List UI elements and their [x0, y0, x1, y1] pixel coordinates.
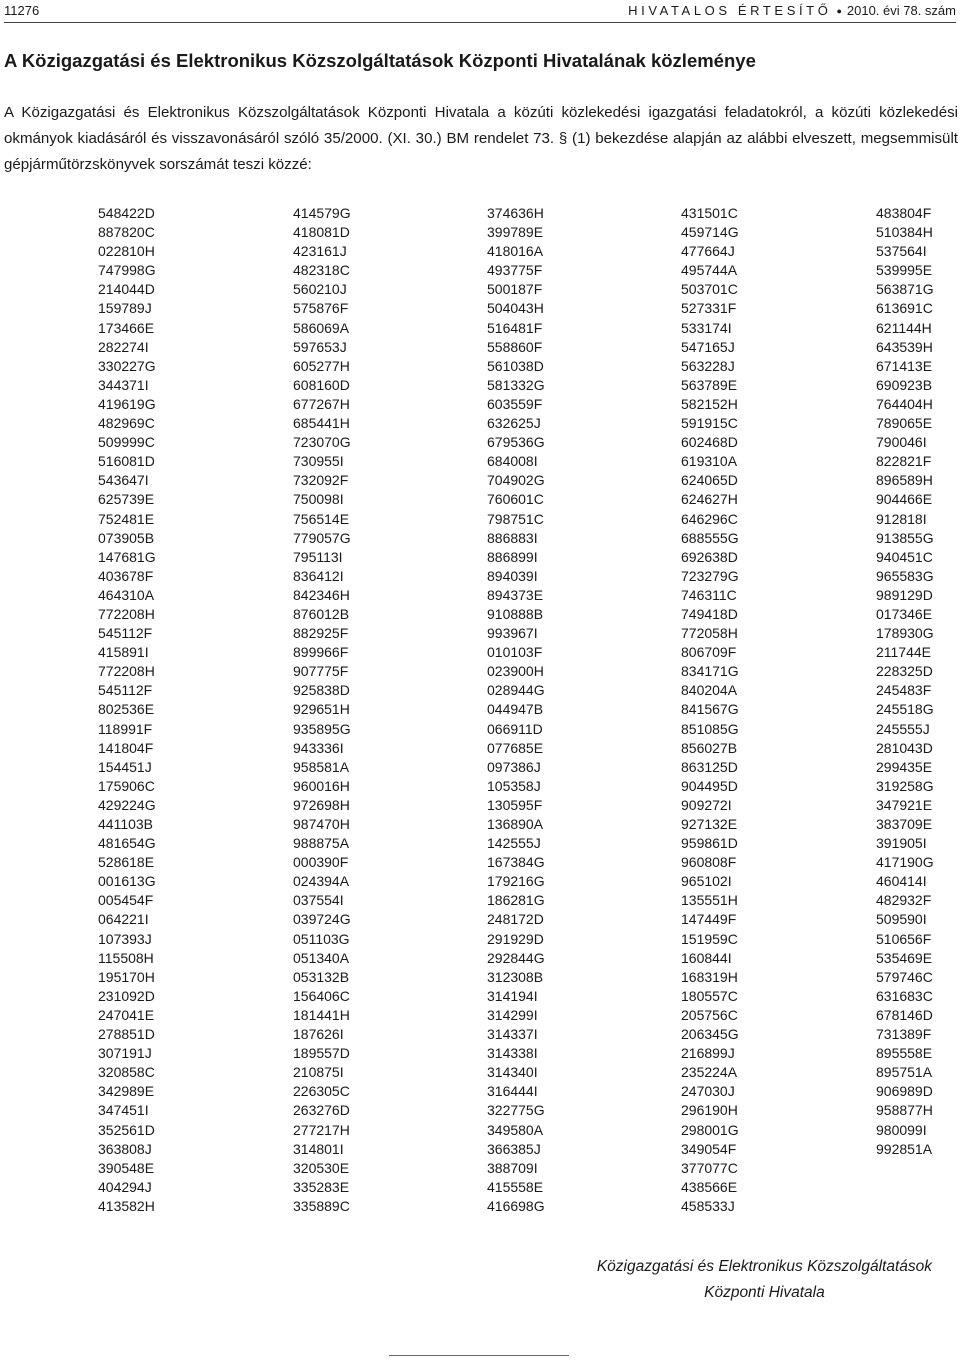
serial-number: 912818I	[876, 510, 927, 527]
serial-number: 415558E	[487, 1178, 544, 1195]
serial-number: 023900H	[487, 663, 544, 680]
journal-info	[628, 3, 956, 18]
serial-number: 179216G	[487, 873, 545, 890]
serial-number: 887820C	[98, 224, 155, 241]
serial-number: 730955I	[293, 453, 344, 470]
serial-number: 383709E	[876, 816, 933, 832]
serial-number: 899966F	[293, 644, 349, 661]
serial-number: 299435E	[876, 758, 933, 775]
serial-number: 563228J	[681, 357, 735, 374]
serial-number: 066911D	[487, 720, 543, 737]
serial-number: 749418D	[681, 605, 738, 622]
serial-number: 281043D	[876, 739, 933, 756]
serial-number: 688555G	[681, 529, 739, 546]
serial-number: 582152H	[681, 395, 738, 412]
serial-number: 441103B	[98, 816, 154, 832]
serial-number: 039724G	[293, 911, 351, 928]
serial-number: 335889C	[293, 1197, 350, 1214]
serial-number: 798751C	[487, 510, 544, 527]
serial-number: 211744E	[876, 644, 932, 661]
serial-column-2	[293, 204, 403, 1216]
serial-number: 388709I	[487, 1159, 538, 1176]
serial-number: 972698H	[293, 796, 350, 813]
serial-number: 010103F	[487, 644, 543, 661]
serial-number: 834171G	[681, 663, 739, 680]
serial-number: 646296C	[681, 510, 738, 527]
serial-number: 685441H	[293, 415, 350, 432]
serial-number: 958581A	[293, 758, 350, 775]
serial-number: 886883I	[487, 529, 538, 546]
serial-number: 723070G	[293, 434, 351, 451]
serial-number: 493775F	[487, 262, 543, 279]
serial-number: 925838D	[293, 682, 350, 699]
serial-number: 417190G	[876, 854, 934, 871]
page-header	[4, 0, 956, 22]
serial-number: 320530E	[293, 1159, 350, 1176]
serial-number: 779057G	[293, 529, 351, 546]
serial-number: 684008I	[487, 453, 538, 470]
serial-number: 625739E	[98, 491, 155, 508]
serial-number: 482318C	[293, 262, 350, 279]
serial-number: 632625J	[487, 415, 541, 432]
serial-number: 516081D	[98, 453, 155, 470]
serial-number: 459714G	[681, 224, 739, 241]
serial-number: 189557D	[293, 1045, 350, 1062]
serial-number: 904495D	[681, 777, 738, 794]
serial-number: 516481F	[487, 319, 543, 336]
serial-number: 563789E	[681, 376, 738, 393]
serial-number: 756514E	[293, 510, 350, 527]
serial-number: 894039I	[487, 567, 538, 584]
serial-number: 319258G	[876, 777, 934, 794]
serial-number: 044947B	[487, 701, 544, 718]
serial-number: 528618E	[98, 854, 155, 871]
serial-number: 895558E	[876, 1045, 933, 1062]
serial-number: 073905B	[98, 529, 155, 546]
serial-number: 175906C	[98, 777, 155, 794]
serial-number: 483804F	[876, 205, 932, 221]
serial-number: 760601C	[487, 491, 544, 508]
serial-number: 404294J	[98, 1178, 152, 1195]
serial-number: 608160D	[293, 376, 350, 393]
serial-number: 151959C	[681, 930, 738, 947]
serial-number: 247030J	[681, 1083, 735, 1100]
serial-number: 231092D	[98, 987, 155, 1004]
serial-number: 510656F	[876, 930, 932, 947]
serial-number: 482932F	[876, 892, 932, 909]
serial-number: 245483F	[876, 682, 932, 699]
serial-number: 895751A	[876, 1064, 933, 1081]
serial-number: 186281G	[487, 892, 545, 909]
serial-number: 563871G	[876, 281, 934, 298]
serial-column-1	[98, 204, 208, 1216]
serial-number: 732092F	[293, 472, 349, 489]
serial-number: 980099I	[876, 1121, 927, 1138]
serial-number: 723279G	[681, 567, 739, 584]
serial-number: 671413E	[876, 357, 933, 374]
serial-number: 624065D	[681, 472, 738, 489]
serial-number: 746311C	[681, 586, 737, 603]
serial-number: 314194I	[487, 987, 538, 1004]
serial-number: 330227G	[98, 357, 156, 374]
serial-column-5	[876, 204, 960, 1159]
serial-number: 363808J	[98, 1140, 152, 1157]
serial-number: 545112F	[98, 682, 153, 699]
serial-column-3	[487, 204, 597, 1216]
serial-number: 247041E	[98, 1006, 155, 1023]
serial-number: 298001G	[681, 1121, 739, 1138]
serial-number: 535469E	[876, 949, 933, 966]
serial-number: 909272I	[681, 796, 732, 813]
serial-number: 118991F	[98, 720, 153, 737]
serial-number: 943336I	[293, 739, 344, 756]
serial-number: 167384G	[487, 854, 545, 871]
serial-number: 147681G	[98, 548, 156, 565]
serial-number: 509999C	[98, 434, 155, 451]
serial-number: 105358J	[487, 777, 541, 794]
serial-number: 115508H	[98, 949, 154, 966]
serial-number: 621144H	[876, 319, 932, 336]
serial-number: 312308B	[487, 968, 544, 985]
serial-number: 130595F	[487, 796, 543, 813]
serial-number: 750098I	[293, 491, 344, 508]
serial-number: 772208H	[98, 663, 155, 680]
serial-number: 581332G	[487, 376, 545, 393]
serial-number: 413582H	[98, 1197, 155, 1214]
serial-number: 481654G	[98, 835, 156, 852]
serial-number: 988875A	[293, 835, 350, 852]
serial-number: 181441H	[293, 1006, 350, 1023]
serial-number: 438566E	[681, 1178, 738, 1195]
serial-number: 206345G	[681, 1026, 739, 1043]
serial-number: 314338I	[487, 1045, 538, 1062]
serial-number: 292844G	[487, 949, 545, 966]
serial-number: 403678F	[98, 567, 154, 584]
serial-number: 548422D	[98, 205, 155, 221]
serial-number: 495744A	[681, 262, 738, 279]
serial-number: 314340I	[487, 1064, 538, 1081]
serial-number: 307191J	[98, 1045, 152, 1062]
serial-number: 993967I	[487, 625, 538, 642]
serial-number: 180557C	[681, 987, 738, 1004]
serial-number: 772208H	[98, 605, 155, 622]
serial-number: 051340A	[293, 949, 350, 966]
serial-number: 927132E	[681, 816, 738, 832]
serial-number: 431501C	[681, 205, 738, 221]
serial-number: 533174I	[681, 319, 732, 336]
serial-number: 458533J	[681, 1197, 735, 1214]
serial-number: 349054F	[681, 1140, 737, 1157]
serial-number: 527331F	[681, 300, 737, 317]
serial-number: 335283E	[293, 1178, 350, 1195]
serial-number: 053132B	[293, 968, 350, 985]
serial-number: 989129D	[876, 586, 933, 603]
serial-number: 579746C	[876, 968, 933, 985]
serial-number: 173466E	[98, 319, 155, 336]
serial-number: 154451J	[98, 758, 152, 775]
serial-number: 840204A	[681, 682, 738, 699]
serial-number: 419619G	[98, 395, 156, 412]
serial-number: 631683C	[876, 987, 933, 1004]
serial-number: 561038D	[487, 357, 544, 374]
serial-number: 790046I	[876, 434, 927, 451]
serial-number: 958877H	[876, 1102, 933, 1119]
serial-number: 226305C	[293, 1083, 350, 1100]
serial-number: 806709F	[681, 644, 737, 661]
serial-number: 142555J	[487, 835, 541, 852]
serial-number: 842346H	[293, 586, 350, 603]
serial-number: 352561D	[98, 1121, 155, 1138]
serial-number: 037554I	[293, 892, 344, 909]
serial-number: 399789E	[487, 224, 544, 241]
serial-number: 907775F	[293, 663, 349, 680]
serial-number: 477664J	[681, 243, 735, 260]
serial-number: 678146D	[876, 1006, 933, 1023]
serial-number: 851085G	[681, 720, 739, 737]
serial-number: 277217H	[293, 1121, 350, 1138]
serial-number: 391905I	[876, 835, 927, 852]
issue-label: 2010. évi 78. szám	[846, 3, 956, 18]
serial-number: 156406C	[293, 987, 350, 1004]
serial-number: 017346E	[876, 605, 933, 622]
serial-number: 704902G	[487, 472, 545, 489]
serial-number: 168319H	[681, 968, 738, 985]
serial-number: 586069A	[293, 319, 350, 336]
serial-number: 374636H	[487, 205, 544, 221]
serial-number: 028944G	[487, 682, 545, 699]
serial-number: 147449F	[681, 911, 737, 928]
serial-number: 863125D	[681, 758, 738, 775]
serial-number: 856027B	[681, 739, 738, 756]
serial-number: 416698G	[487, 1197, 545, 1214]
serial-number: 904466E	[876, 491, 933, 508]
serial-number: 291929D	[487, 930, 544, 947]
serial-number: 107393J	[98, 930, 152, 947]
serial-number: 414579G	[293, 205, 351, 221]
serial-number: 349580A	[487, 1121, 544, 1138]
serial-number: 263276D	[293, 1102, 350, 1119]
document-title: A Közigazgatási és Elektronikus Közszolgáltatások Központi Hivatalának közleménye	[4, 50, 756, 71]
serial-number: 677267H	[293, 395, 350, 412]
footer-rule	[389, 1355, 569, 1356]
serial-number: 543647I	[98, 472, 149, 489]
serial-number: 597653J	[293, 338, 347, 355]
serial-number: 320858C	[98, 1064, 155, 1081]
serial-number: 537564I	[876, 243, 927, 260]
serial-number: 159789J	[98, 300, 152, 317]
serial-number: 802536E	[98, 701, 155, 718]
serial-number: 216899J	[681, 1045, 735, 1062]
serial-number: 077685E	[487, 739, 544, 756]
serial-number: 876012B	[293, 605, 350, 622]
serial-number: 248172D	[487, 911, 544, 928]
serial-column-4	[681, 204, 791, 1216]
serial-number: 591915C	[681, 415, 738, 432]
serial-number: 178930G	[876, 625, 934, 642]
serial-number: 619310A	[681, 453, 738, 470]
serial-number: 547165J	[681, 338, 735, 355]
header-rule	[4, 22, 956, 23]
signature-block	[597, 1254, 932, 1306]
serial-number: 347921E	[876, 796, 933, 813]
serial-number: 064221I	[98, 911, 149, 928]
serial-number: 731389F	[876, 1026, 932, 1043]
serial-number: 575876F	[293, 300, 349, 317]
intro-paragraph: A Közigazgatási és Elektronikus Közszolgáltatások Központi Hivatala a közúti közlekedési igazgatási feladatokról, a közúti közlekedési okmányok kiadásáról és visszavonásáról szóló 35/2000. (XI. 30.) BM rendelet 73. § (1) bekezdése alapján az alábbi elveszett, megsemmisült gépjárműtörzskönyvek sorszámát teszi közzé:	[4, 104, 958, 173]
serial-number: 910888B	[487, 605, 544, 622]
serial-number: 692638D	[681, 548, 738, 565]
serial-number: 347451I	[98, 1102, 149, 1119]
serial-number: 000390F	[293, 854, 349, 871]
serial-number: 886899I	[487, 548, 538, 565]
serial-number: 613691C	[876, 300, 933, 317]
serial-number: 558860F	[487, 338, 543, 355]
serial-number: 560210J	[293, 281, 347, 298]
serial-number: 366385J	[487, 1140, 541, 1157]
serial-number: 603559F	[487, 395, 543, 412]
serial-number: 960016H	[293, 777, 350, 794]
serial-number: 342989E	[98, 1083, 155, 1100]
serial-number: 322775G	[487, 1102, 545, 1119]
serial-number: 390548E	[98, 1159, 155, 1176]
serial-number: 235224A	[681, 1064, 738, 1081]
serial-number: 545112F	[98, 625, 153, 642]
serial-number: 795113I	[293, 548, 343, 565]
serial-number: 752481E	[98, 510, 155, 527]
signature-line-1: Közigazgatási és Elektronikus Közszolgáltatások	[596, 1258, 932, 1275]
serial-number: 894373E	[487, 586, 544, 603]
serial-number: 097386J	[487, 758, 541, 775]
serial-number-columns	[0, 204, 960, 1224]
serial-number: 210875I	[293, 1064, 344, 1081]
signature-line-2: Központi Hivatala	[704, 1284, 825, 1301]
serial-number: 789065E	[876, 415, 933, 432]
serial-number: 906989D	[876, 1083, 933, 1100]
serial-number: 510384H	[876, 224, 933, 241]
serial-number: 423161J	[293, 243, 347, 260]
serial-number: 960808F	[681, 854, 737, 871]
serial-number: 228325D	[876, 663, 933, 680]
serial-number: 316444I	[487, 1083, 538, 1100]
serial-number: 965583G	[876, 567, 934, 584]
serial-number: 245555J	[876, 720, 930, 737]
serial-number: 377077C	[681, 1159, 738, 1176]
serial-number: 482969C	[98, 415, 155, 432]
serial-number: 913855G	[876, 529, 934, 546]
serial-number: 141804F	[98, 739, 154, 756]
serial-number: 882925F	[293, 625, 349, 642]
serial-number: 024394A	[293, 873, 350, 890]
serial-number: 001613G	[98, 873, 156, 890]
serial-number: 940451C	[876, 548, 933, 565]
serial-number: 772058H	[681, 625, 738, 642]
serial-number: 992851A	[876, 1140, 933, 1157]
serial-number: 418081D	[293, 224, 350, 241]
serial-number: 624627H	[681, 491, 738, 508]
journal-title: HIVATALOS ÉRTESÍTŐ	[628, 3, 832, 18]
serial-number: 344371I	[98, 376, 149, 393]
serial-number: 896589H	[876, 472, 933, 489]
serial-number: 965102I	[681, 873, 732, 890]
serial-number: 051103G	[293, 930, 350, 947]
serial-number: 929651H	[293, 701, 350, 718]
serial-number: 841567G	[681, 701, 739, 718]
serial-number: 418016A	[487, 243, 544, 260]
serial-number: 764404H	[876, 395, 933, 412]
serial-number: 135551H	[681, 892, 738, 909]
serial-number: 214044D	[98, 281, 155, 298]
serial-number: 005454F	[98, 892, 154, 909]
serial-number: 464310A	[98, 586, 155, 603]
bullet-separator: ●	[836, 6, 842, 16]
serial-number: 987470H	[293, 816, 350, 832]
serial-number: 822821F	[876, 453, 932, 470]
serial-number: 296190H	[681, 1102, 738, 1119]
serial-number: 460414I	[876, 873, 927, 890]
serial-number: 747998G	[98, 262, 156, 279]
serial-number: 205756C	[681, 1006, 738, 1023]
serial-number: 836412I	[293, 567, 344, 584]
serial-number: 278851D	[98, 1026, 155, 1043]
serial-number: 245518G	[876, 701, 934, 718]
serial-number: 503701C	[681, 281, 738, 298]
serial-number: 679536G	[487, 434, 545, 451]
serial-number: 935895G	[293, 720, 351, 737]
serial-number: 539995E	[876, 262, 933, 279]
serial-number: 314337I	[487, 1026, 538, 1043]
serial-number: 690923B	[876, 376, 933, 393]
serial-number: 195170H	[98, 968, 155, 985]
serial-number: 314299I	[487, 1006, 538, 1023]
serial-number: 314801I	[293, 1140, 344, 1157]
serial-number: 415891I	[98, 644, 149, 661]
serial-number: 282274I	[98, 338, 149, 355]
page-number: 11276	[4, 3, 40, 18]
serial-number: 602468D	[681, 434, 738, 451]
serial-number: 509590I	[876, 911, 927, 928]
serial-number: 160844I	[681, 949, 732, 966]
serial-number: 500187F	[487, 281, 543, 298]
serial-number: 605277H	[293, 357, 350, 374]
serial-number: 022810H	[98, 243, 155, 260]
serial-number: 136890A	[487, 816, 544, 832]
serial-number: 959861D	[681, 835, 738, 852]
serial-number: 187626I	[293, 1026, 344, 1043]
serial-number: 504043H	[487, 300, 544, 317]
serial-number: 643539H	[876, 338, 933, 355]
serial-number: 429224G	[98, 796, 156, 813]
